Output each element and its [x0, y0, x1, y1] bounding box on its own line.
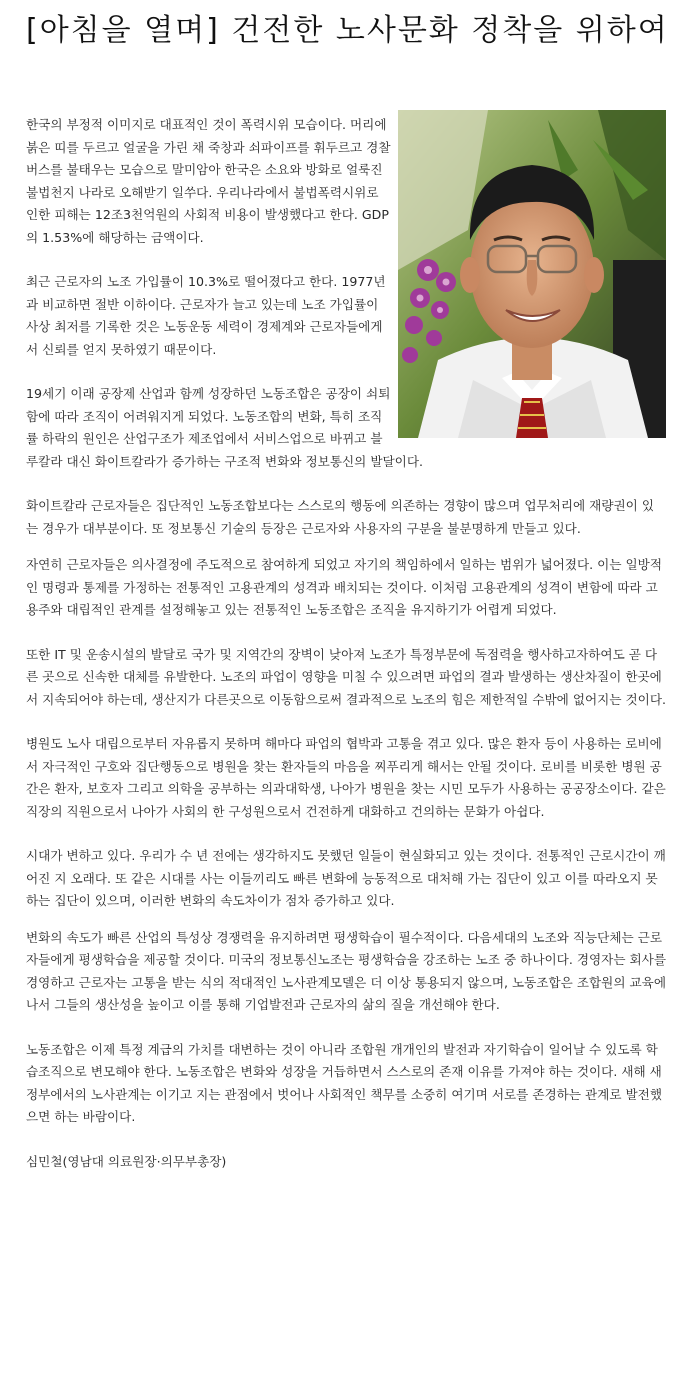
- portrait-photo-icon: [398, 110, 666, 438]
- paragraph: 최근 근로자의 노조 가입률이 10.3%로 떨어졌다고 한다. 1977년과 비교하면 절반 이하이다. 근로자가 늘고 있는데 노조 가입률이 사상 최저를 기록한 것은 노동운동 세력이 경제계와 근로자들에게서 신뢰를 얻지 못하였기 때문이다.: [26, 274, 386, 357]
- paragraph: 변화의 속도가 빠른 산업의 특성상 경쟁력을 유지하려면 평생학습이 필수적이다. 다음세대의 노조와 직능단체는 근로자들에게 평생학습을 제공할 것이다. 미국의 정보통신노조는 평생학습을 강조하는 노조 중 하나이다. 경영자는 회사를 경영하고 근로자는 고통을 받는 식의 적대적인 노사관계모델은 더 이상 통용되지 않으며, 노동조합은 조합원의 교육에 나서 그들의 생산성을 높이고 이를 통해 기업발전과 근로자의 삶의 질을 개선해야 한다.: [26, 929, 666, 1012]
- author-photo: [398, 110, 666, 438]
- paragraph: 자연히 근로자들은 의사결정에 주도적으로 참여하게 되었고 자기의 책임하에서 일하는 범위가 넓어졌다. 이는 일방적인 명령과 통제를 가정하는 전통적인 고용관계의 성격과 배치되는 것이다. 이처럼 고용관계의 성격이 변함에 따라 고용주와 대립적인 관계를 설정해놓고 있는 전통적인 노동조합은 조직을 유지하기가 어렵게 되었다.: [26, 557, 662, 617]
- paragraph: 또한 IT 및 운송시설의 발달로 국가 및 지역간의 장벽이 낮아져 노조가 특정부문에 독점력을 행사하고자하여도 곧 다른 곳으로 신속한 대체를 유발한다. 노조의 파업이 영향을 미칠 수 있으려면 파업의 결과 발생하는 생산차질이 한곳에서 지속되어야 하는데, 생산지가 다른곳으로 이동함으로써 결과적으로 노조의 힘은 제한적일 수밖에 없어지는 것이다.: [26, 646, 666, 707]
- article-body: [26, 114, 666, 1195]
- author-byline: 심민철(영남대 의료원장·의무부총장): [26, 1153, 227, 1169]
- article-title: [아침을 열며] 건전한 노사문화 정착을 위하여: [26, 13, 669, 48]
- paragraph: 한국의 부정적 이미지로 대표적인 것이 폭력시위 모습이다. 머리에 붉은 띠를 두르고 얼굴을 가린 채 죽창과 쇠파이프를 휘두르고 경찰버스를 불태우는 모습으로 말미암아 한국은 소요와 방화로 얼룩진 불법천지 나라로 오해받기 일쑤다. 우리나라에서 불법폭력시위로 인한 피해는 12조3천억원의 사회적 비용이 발생했다고 한다. GDP의 1.53%에 해당하는 금액이다.: [26, 117, 391, 245]
- paragraph: 시대가 변하고 있다. 우리가 수 년 전에는 생각하지도 못했던 일들이 현실화되고 있는 것이다. 전통적인 근로시간이 깨어진 지 오래다. 또 같은 시대를 사는 이들끼리도 빠른 변화에 능동적으로 대처해 가는 집단이 있고 이를 따라오지 못하는 집단이 있으며, 이러한 변화의 속도차이가 점차 증가하고 있다.: [26, 848, 666, 908]
- paragraph: 노동조합은 이제 특정 계급의 가치를 대변하는 것이 아니라 조합원 개개인의 발전과 자기학습이 일어날 수 있도록 학습조직으로 변모해야 한다. 노동조합은 변화와 성장을 거듭하면서 스스로의 존재 이유를 가져야 하는 것이다. 새해 새정부에서의 노사관계는 이기고 지는 관점에서 벗어나 사회적인 책무를 소중히 여기며 서로를 존경하는 관계로 발전했으면 하는 바람이다.: [26, 1041, 662, 1124]
- paragraph: 화이트칼라 근로자들은 집단적인 노동조합보다는 스스로의 행동에 의존하는 경향이 많으며 업무처리에 재량권이 있는 경우가 대부분이다. 또 정보통신 기술의 등장은 근로자와 사용자의 구분을 불분명하게 만들고 있다.: [26, 498, 654, 536]
- paragraph: 19세기 이래 공장제 산업과 함께 성장하던 노동조합은 공장이 쇠퇴함에 따라 조직이 어려워지게 되었다. 노동조합의 변화, 특히 조직률 하락의 원인은 산업구조가 제조업에서 서비스업으로 바뀌고 블루칼라 대신 화이트칼라가 증가하는 구조적 변화와 정보통신의 발달이다.: [26, 386, 423, 469]
- paragraph: 병원도 노사 대립으로부터 자유롭지 못하며 해마다 파업의 협박과 고통을 겪고 있다. 많은 환자 등이 사용하는 로비에서 자극적인 구호와 집단행동으로 병원을 찾는 환자들의 마음을 찌푸리게 해서는 안될 것이다. 로비를 비롯한 병원 공간은 환자, 보호자 그리고 의학을 공부하는 의과대학생, 나아가 병원을 찾는 시민 모두가 사용하는 공공장소이다. 같은 직장의 직원으로서 나아가 사회의 한 구성원으로서 건전하게 대화하고 건의하는 문화가 아쉽다.: [26, 736, 666, 819]
